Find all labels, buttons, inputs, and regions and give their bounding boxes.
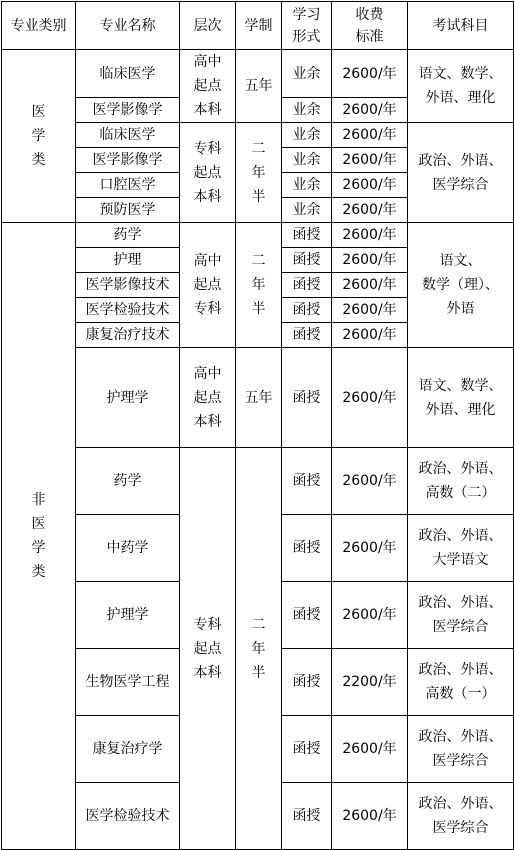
fee-cell: 2600/年 xyxy=(332,515,408,582)
fee-cell: 2600/年 xyxy=(332,448,408,515)
study-mode-cell: 业余 xyxy=(282,198,332,223)
major-cell: 护理学 xyxy=(76,348,180,448)
duration-cell: 五年 xyxy=(236,50,282,123)
duration-cell: 二 年 半 xyxy=(236,223,282,348)
study-mode-cell: 函授 xyxy=(282,783,332,850)
study-mode-cell: 业余 xyxy=(282,148,332,173)
fee-cell: 2600/年 xyxy=(332,716,408,783)
fee-cell: 2600/年 xyxy=(332,98,408,123)
fee-cell: 2600/年 xyxy=(332,273,408,298)
level-cell: 专科 起点 本科 xyxy=(180,123,236,223)
major-cell: 预防医学 xyxy=(76,198,180,223)
header-study-mode: 学习 形式 xyxy=(282,2,332,50)
table-row xyxy=(2,448,514,515)
fee-cell: 2600/年 xyxy=(332,173,408,198)
major-cell: 口腔医学 xyxy=(76,173,180,198)
level-cell: 高中 起点 专科 xyxy=(180,223,236,348)
fee-cell: 2600/年 xyxy=(332,298,408,323)
major-cell: 医学影像技术 xyxy=(76,273,180,298)
exam-subjects-cell: 语文、 数学（理）、 外语 xyxy=(408,223,514,348)
fee-cell: 2600/年 xyxy=(332,348,408,448)
table-row xyxy=(2,123,514,148)
level-cell: 高中 起点 本科 xyxy=(180,50,236,123)
header-fee: 收费 标准 xyxy=(332,2,408,50)
category-non-medical: 非 医 学 类 xyxy=(2,223,76,850)
study-mode-cell: 函授 xyxy=(282,298,332,323)
major-cell: 药学 xyxy=(76,448,180,515)
exam-subjects-cell: 语文、数学、 外语、理化 xyxy=(408,348,514,448)
exam-subjects-cell: 语文、数学、 外语、理化 xyxy=(408,50,514,123)
study-mode-cell: 函授 xyxy=(282,716,332,783)
study-mode-cell: 函授 xyxy=(282,448,332,515)
major-cell: 临床医学 xyxy=(76,50,180,98)
major-cell: 中药学 xyxy=(76,515,180,582)
major-cell: 医学检验技术 xyxy=(76,298,180,323)
fee-cell: 2200/年 xyxy=(332,649,408,716)
table-row xyxy=(2,223,514,248)
level-cell: 专科 起点 本科 xyxy=(180,448,236,850)
study-mode-cell: 函授 xyxy=(282,649,332,716)
major-cell: 康复治疗技术 xyxy=(76,323,180,348)
fee-cell: 2600/年 xyxy=(332,223,408,248)
fee-cell: 2600/年 xyxy=(332,50,408,98)
fee-cell: 2600/年 xyxy=(332,323,408,348)
study-mode-cell: 函授 xyxy=(282,515,332,582)
header-major: 专业名称 xyxy=(76,2,180,50)
study-mode-cell: 函授 xyxy=(282,348,332,448)
exam-subjects-cell: 政治、外语、 医学综合 xyxy=(408,123,514,223)
study-mode-cell: 业余 xyxy=(282,98,332,123)
exam-subjects-cell: 政治、外语、 医学综合 xyxy=(408,582,514,649)
table-row xyxy=(2,348,514,448)
major-cell: 医学检验技术 xyxy=(76,783,180,850)
fee-cell: 2600/年 xyxy=(332,148,408,173)
category-medical: 医 学 类 xyxy=(2,50,76,223)
table-row xyxy=(2,50,514,98)
exam-subjects-cell: 政治、外语、 医学综合 xyxy=(408,716,514,783)
major-cell: 护理学 xyxy=(76,582,180,649)
duration-cell: 二 年 半 xyxy=(236,123,282,223)
study-mode-cell: 函授 xyxy=(282,323,332,348)
header-level: 层次 xyxy=(180,2,236,50)
major-cell: 医学影像学 xyxy=(76,148,180,173)
duration-cell: 二 年 半 xyxy=(236,448,282,850)
major-cell: 临床医学 xyxy=(76,123,180,148)
fee-cell: 2600/年 xyxy=(332,198,408,223)
exam-subjects-cell: 政治、外语、 大学语文 xyxy=(408,515,514,582)
study-mode-cell: 函授 xyxy=(282,582,332,649)
header-exam-subjects: 考试科目 xyxy=(408,2,514,50)
duration-cell: 五年 xyxy=(236,348,282,448)
study-mode-cell: 业余 xyxy=(282,123,332,148)
fee-cell: 2600/年 xyxy=(332,123,408,148)
exam-subjects-cell: 政治、外语、 医学综合 xyxy=(408,783,514,850)
exam-subjects-cell: 政治、外语、 高数（一） xyxy=(408,649,514,716)
fee-cell: 2600/年 xyxy=(332,783,408,850)
study-mode-cell: 函授 xyxy=(282,248,332,273)
header-duration: 学制 xyxy=(236,2,282,50)
major-cell: 药学 xyxy=(76,223,180,248)
study-mode-cell: 业余 xyxy=(282,173,332,198)
program-table xyxy=(1,1,514,850)
major-cell: 康复治疗学 xyxy=(76,716,180,783)
exam-subjects-cell: 政治、外语、 高数（二） xyxy=(408,448,514,515)
header-category: 专业类别 xyxy=(2,2,76,50)
major-cell: 护理 xyxy=(76,248,180,273)
header-row xyxy=(2,2,514,50)
study-mode-cell: 函授 xyxy=(282,273,332,298)
major-cell: 生物医学工程 xyxy=(76,649,180,716)
study-mode-cell: 业余 xyxy=(282,50,332,98)
fee-cell: 2600/年 xyxy=(332,582,408,649)
fee-cell: 2600/年 xyxy=(332,248,408,273)
level-cell: 高中 起点 本科 xyxy=(180,348,236,448)
study-mode-cell: 函授 xyxy=(282,223,332,248)
major-cell: 医学影像学 xyxy=(76,98,180,123)
